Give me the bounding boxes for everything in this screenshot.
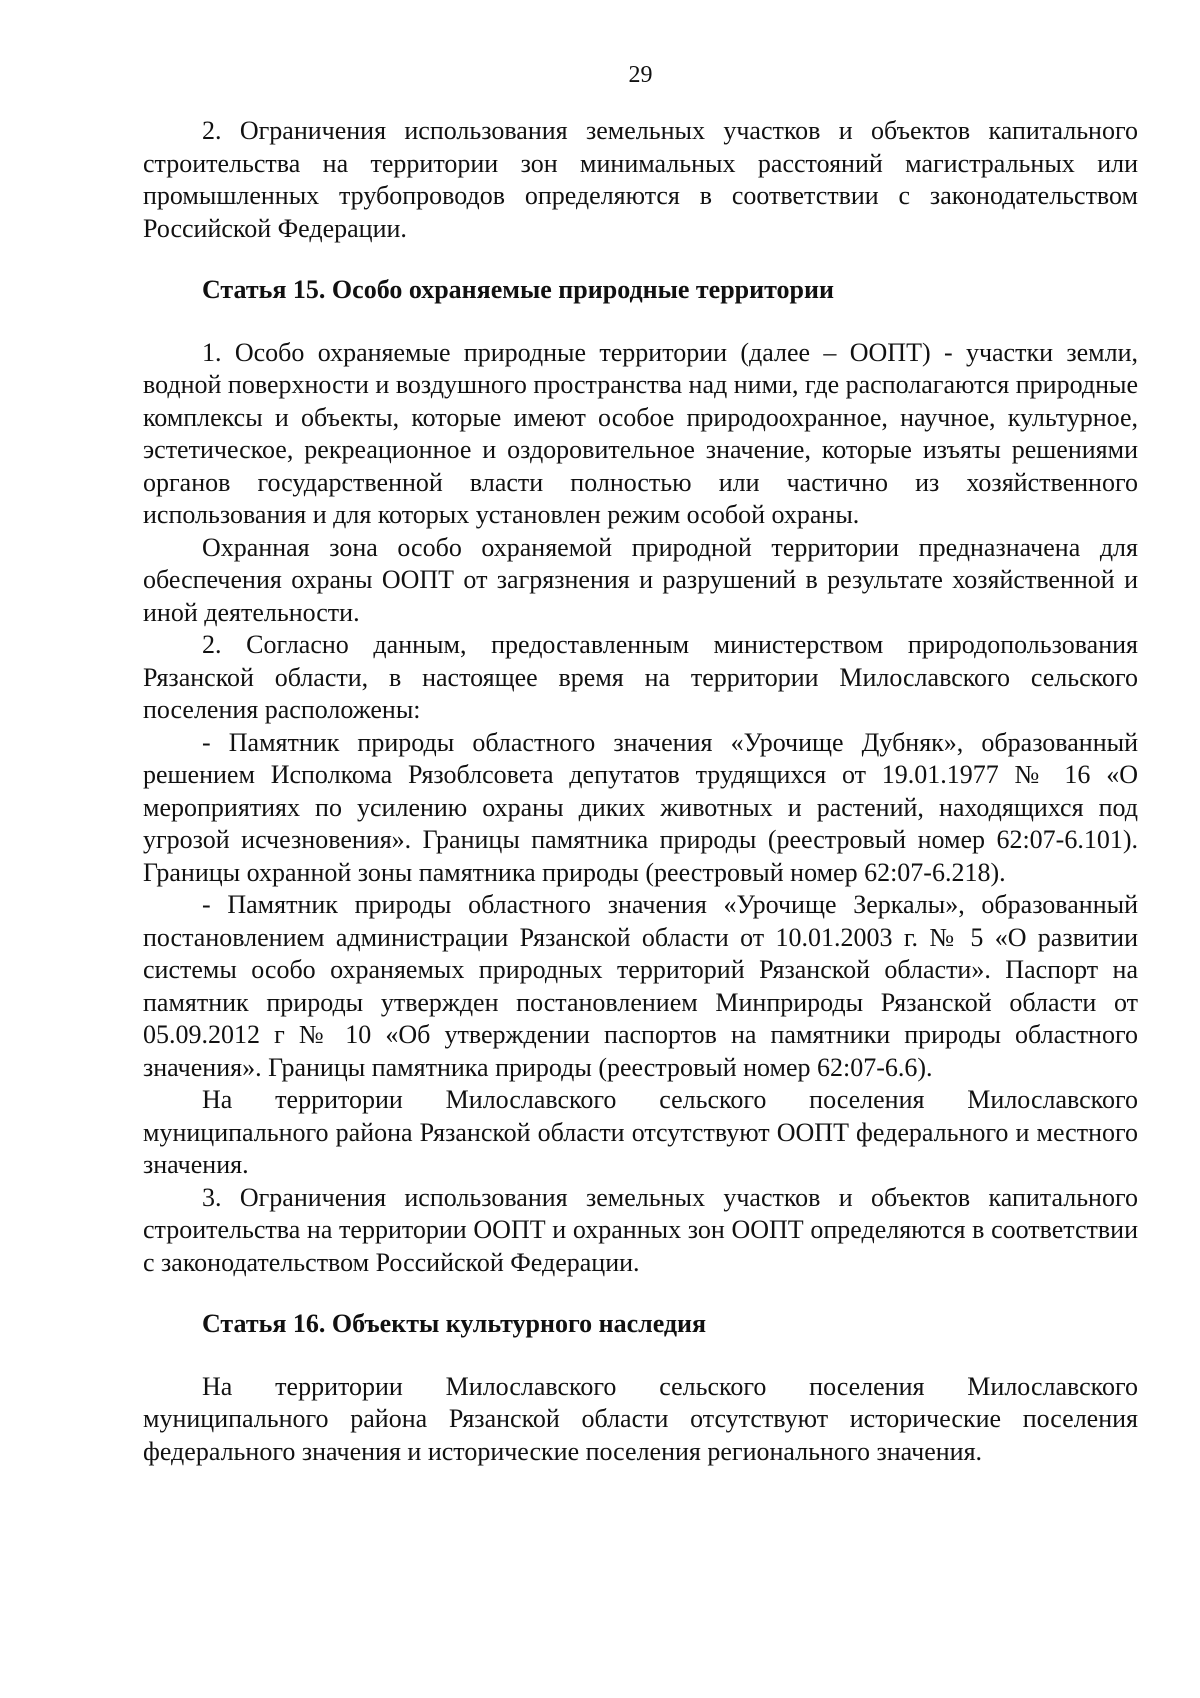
- document-body: [143, 115, 1138, 1468]
- paragraph-cultural-heritage: На территории Милославского сельского поселения Милославского муниципального района Рязанской области отсутствуют исторические поселения федерального значения и исторические поселения регионального значения.: [143, 1371, 1138, 1466]
- paragraph-monument-zerkaly: - Памятник природы областного значения «Урочище Зеркалы», образованный постановлением администрации Рязанской области от 10.01.2003 г. № 5 «О развитии системы особо охраняемых природных территорий Рязанской области». Паспорт на памятник природы утвержден постановлением Минприроды Рязанской области от 05.09.2012 г № 10 «Об утверждении паспортов на памятники природы областного значения». Границы памятника природы (реестровый номер 62:07-6.6).: [143, 890, 1138, 1082]
- article-15-heading: Статья 15. Особо охраняемые природные территории: [202, 275, 834, 304]
- paragraph-oopt-definition: 1. Особо охраняемые природные территории (далее – ООПТ) - участки земли, водной поверхности и воздушного пространства над ними, где располагаются природные комплексы и объекты, которые имеют особое природоохранное, научное, культурное, эстетическое, рекреационное и оздоровительное значение, которые изъяты решениями органов государственной власти полностью или частично из хозяйственного использования и для которых установлен режим особой охраны.: [143, 337, 1138, 529]
- paragraph-ministry-data: 2. Согласно данным, предоставленным министерством природопользования Рязанской области, в настоящее время на территории Милославского сельского поселения расположены:: [143, 630, 1138, 724]
- paragraph-oopt-restrictions: 3. Ограничения использования земельных участков и объектов капитального строительства на территории ООПТ и охранных зон ООПТ определяются в соответствии с законодательством Российской Федерации.: [143, 1182, 1138, 1277]
- page-number: 29: [628, 62, 653, 88]
- paragraph-no-federal-oopt: На территории Милославского сельского поселения Милославского муниципального района Рязанской области отсутствуют ООПТ федерального и местного значения.: [143, 1085, 1138, 1179]
- paragraph-monument-dubnyak: - Памятник природы областного значения «Урочище Дубняк», образованный решением Исполкома Рязоблсовета депутатов трудящихся от 19.01.1977 № 16 «О мероприятиях по усилению охраны диких животных и растений, находящихся под угрозой исчезновения». Границы памятника природы (реестровый номер 62:07-6.101). Границы охранной зоны памятника природы (реестровый номер 62:07-6.218).: [143, 727, 1138, 887]
- article-16-heading: Статья 16. Объекты культурного наследия: [202, 1309, 707, 1338]
- paragraph-restrictions-pipelines: 2. Ограничения использования земельных участков и объектов капитального строительства на территории зон минимальных расстояний магистральных или промышленных трубопроводов определяются в соответствии с законодательством Российской Федерации.: [143, 116, 1138, 243]
- paragraph-protection-zone: Охранная зона особо охраняемой природной территории предназначена для обеспечения охраны ООПТ от загрязнения и разрушений в результате хозяйственной и иной деятельности.: [143, 532, 1138, 627]
